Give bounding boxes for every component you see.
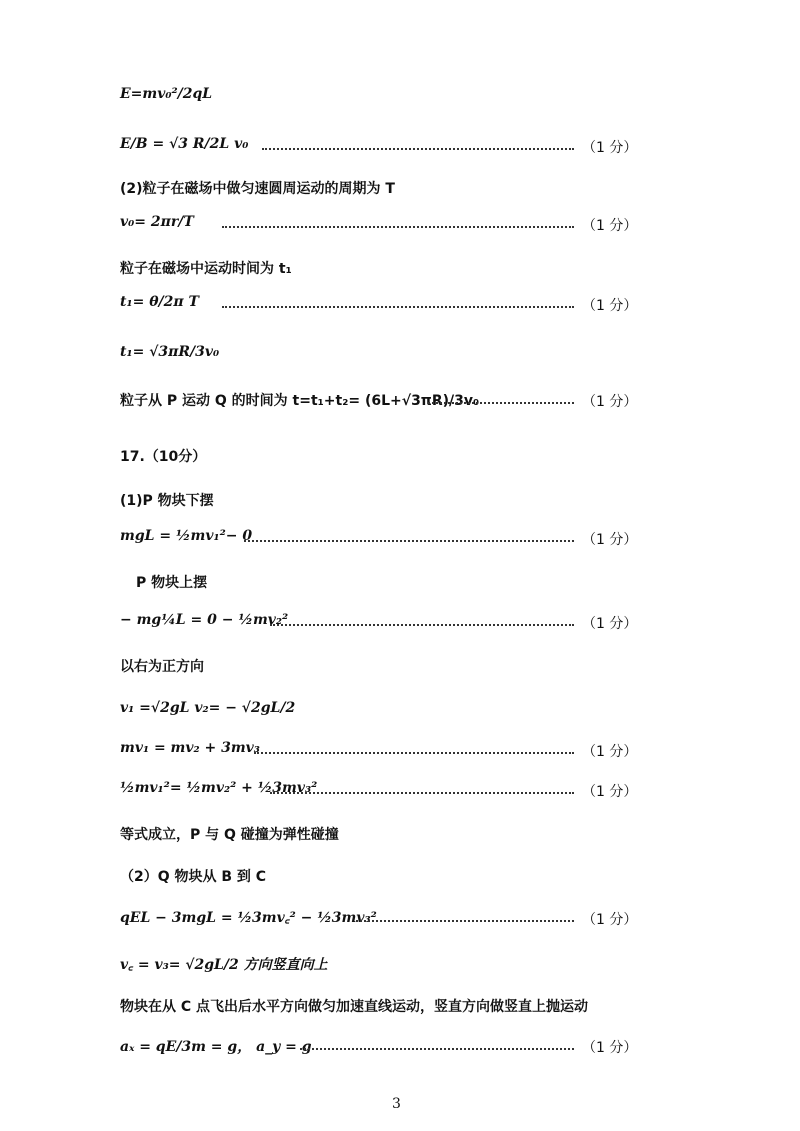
t1-intro: 粒子在磁场中运动时间为 t₁ xyxy=(120,261,292,277)
t1-equation: t₁= θ/2π T xyxy=(120,294,199,310)
velocity-values: v₁ =√2gL v₂= − √2gL/2 xyxy=(120,700,296,716)
dot-leader xyxy=(270,792,574,794)
p-swing-up: P 物块上摆 xyxy=(136,575,208,591)
score-label: （1 分） xyxy=(582,140,638,156)
e-over-b-equation: E/B = √3 R/2L v₀ xyxy=(120,136,249,152)
motion-description: 物块在从 C 点飞出后水平方向做匀加速直线运动，竖直方向做竖直上抛运动 xyxy=(120,999,589,1015)
score-label: （1 分） xyxy=(582,532,638,548)
e-equation: E=mv₀²/2qL xyxy=(120,86,213,102)
score-label: （1 分） xyxy=(582,394,638,410)
positive-direction: 以右为正方向 xyxy=(120,659,204,675)
score-label: （1 分） xyxy=(582,744,638,760)
dot-leader xyxy=(262,148,574,150)
mgl-equation: mgL = ½mv₁²− 0 xyxy=(120,528,253,544)
total-time: 粒子从 P 运动 Q 的时间为 t=t₁+t₂= (6L+√3πR)/3v₀ xyxy=(120,393,480,409)
acceleration-equation: aₓ = qE/3m = g， a_y = g xyxy=(120,1039,312,1055)
dot-leader xyxy=(222,226,574,228)
mgl-up-equation: − mg¼L = 0 − ½mv₂² xyxy=(120,612,289,628)
score-label: （1 分） xyxy=(582,912,638,928)
v0-equation: v₀= 2πr/T xyxy=(120,214,194,230)
question-17-heading: 17.（10分） xyxy=(120,449,207,465)
vc-equation: v꜀ = v₃= √2gL/2 方向竖直向上 xyxy=(120,957,328,973)
qel-equation: qEL − 3mgL = ½3mv꜀² − ½3mv₃² xyxy=(120,910,377,926)
score-label: （1 分） xyxy=(582,298,638,314)
page-number: 3 xyxy=(392,1096,401,1112)
elastic-conclusion: 等式成立，P 与 Q 碰撞为弹性碰撞 xyxy=(120,827,339,843)
dot-leader xyxy=(270,624,574,626)
momentum-equation: mv₁ = mv₂ + 3mv₃ xyxy=(120,740,260,756)
dot-leader xyxy=(300,1048,574,1050)
p-swing-down: (1)P 物块下摆 xyxy=(120,493,214,509)
part2-question: （2）Q 物块从 B 到 C xyxy=(120,869,267,885)
dot-leader xyxy=(244,540,574,542)
dot-leader xyxy=(356,920,574,922)
score-label: （1 分） xyxy=(582,218,638,234)
dot-leader xyxy=(222,306,574,308)
score-label: （1 分） xyxy=(582,616,638,632)
part2-heading: (2)粒子在磁场中做匀速圆周运动的周期为 T xyxy=(120,181,395,197)
energy-equation: ½mv₁²= ½mv₂² + ½3mv₃² xyxy=(120,780,318,796)
dot-leader xyxy=(428,402,574,404)
score-label: （1 分） xyxy=(582,1040,638,1056)
t1-value: t₁= √3πR/3v₀ xyxy=(120,344,220,360)
score-label: （1 分） xyxy=(582,784,638,800)
dot-leader xyxy=(254,752,574,754)
